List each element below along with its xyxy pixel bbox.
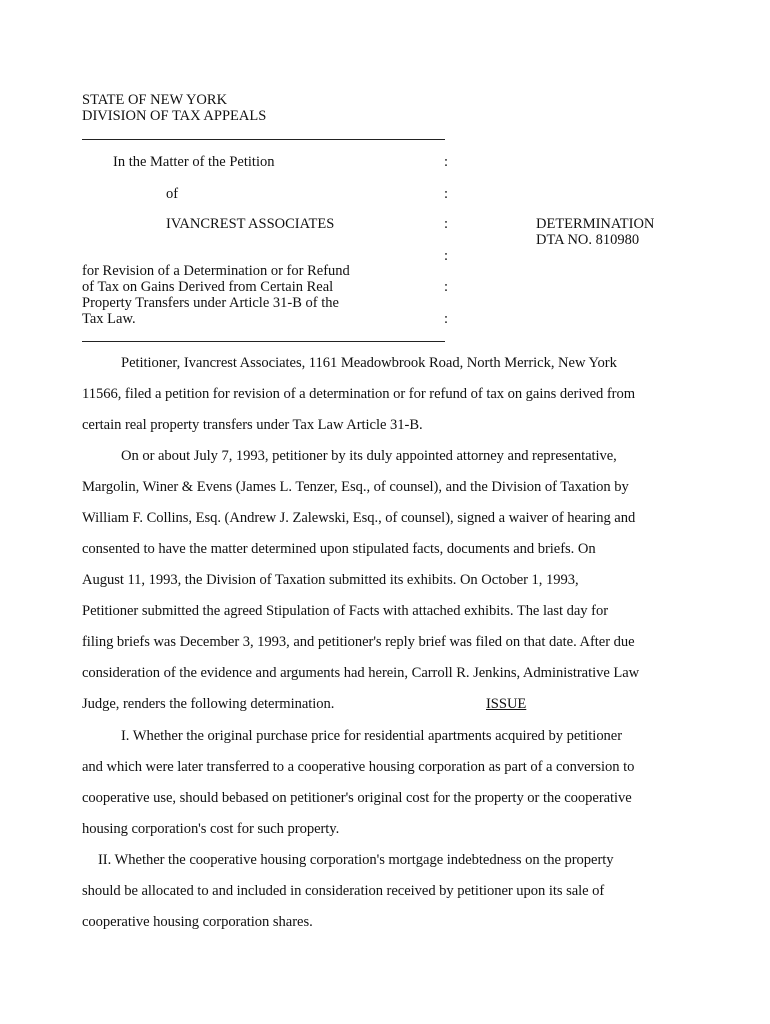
- body-line: cooperative use, should bebased on petitioner's original cost for the property or the cooperative: [82, 790, 632, 806]
- caption-top-rule: [82, 139, 445, 140]
- petitioner-name: IVANCREST ASSOCIATES: [166, 216, 335, 232]
- purpose-line-1: for Revision of a Determination or for Refund: [82, 263, 350, 279]
- purpose-line-3: Property Transfers under Article 31-B of the: [82, 295, 339, 311]
- of-line: of: [166, 186, 179, 202]
- matter-line: In the Matter of the Petition: [113, 154, 275, 170]
- body-line: should be allocated to and included in consideration received by petitioner upon its sale of: [82, 883, 605, 899]
- caption-colon: :: [444, 216, 449, 232]
- body-line: Judge, renders the following determination.: [82, 696, 335, 712]
- body-line: Petitioner, Ivancrest Associates, 1161 Meadowbrook Road, North Merrick, New York: [121, 355, 617, 371]
- body-line: Margolin, Winer & Evens (James L. Tenzer, Esq., of counsel), and the Division of Taxation by: [82, 479, 629, 495]
- body-line: consented to have the matter determined upon stipulated facts, documents and briefs. On: [82, 541, 596, 557]
- body-line: cooperative housing corporation shares.: [82, 914, 313, 930]
- body-line: consideration of the evidence and arguments had herein, Carroll R. Jenkins, Administrative Law: [82, 665, 640, 681]
- body-line: 11566, filed a petition for revision of a determination or for refund of tax on gains derived from: [82, 386, 636, 402]
- body-line: certain real property transfers under Tax Law Article 31-B.: [82, 417, 423, 433]
- caption-bottom-rule: [82, 341, 445, 342]
- body-line: On or about July 7, 1993, petitioner by its duly appointed attorney and representative,: [121, 448, 617, 464]
- purpose-line-4: Tax Law.: [82, 311, 136, 327]
- state-heading: STATE OF NEW YORK: [82, 92, 228, 108]
- caption-colon: :: [444, 154, 449, 170]
- purpose-line-2: of Tax on Gains Derived from Certain Real: [82, 279, 334, 295]
- body-line: Petitioner submitted the agreed Stipulation of Facts with attached exhibits. The last day for: [82, 603, 609, 619]
- division-heading: DIVISION OF TAX APPEALS: [82, 108, 267, 124]
- caption-colon: :: [444, 279, 449, 295]
- caption-colon: :: [444, 311, 449, 327]
- issue-heading: ISSUE: [486, 696, 527, 712]
- body-line: filing briefs was December 3, 1993, and petitioner's reply brief was filed on that date. After due: [82, 634, 635, 650]
- body-line: August 11, 1993, the Division of Taxation submitted its exhibits. On October 1, 1993,: [82, 572, 579, 588]
- dta-number: DTA NO. 810980: [536, 232, 640, 248]
- caption-colon: :: [444, 186, 449, 202]
- caption-colon: :: [444, 248, 449, 264]
- issue-two-line: II. Whether the cooperative housing corporation's mortgage indebtedness on the property: [98, 852, 614, 868]
- determination-title: DETERMINATION: [536, 216, 655, 232]
- body-line: and which were later transferred to a cooperative housing corporation as part of a conversion to: [82, 759, 635, 775]
- issue-one-line: I. Whether the original purchase price for residential apartments acquired by petitioner: [121, 728, 623, 744]
- body-line: housing corporation's cost for such property.: [82, 821, 340, 837]
- body-line: William F. Collins, Esq. (Andrew J. Zalewski, Esq., of counsel), signed a waiver of hearing and: [82, 510, 636, 526]
